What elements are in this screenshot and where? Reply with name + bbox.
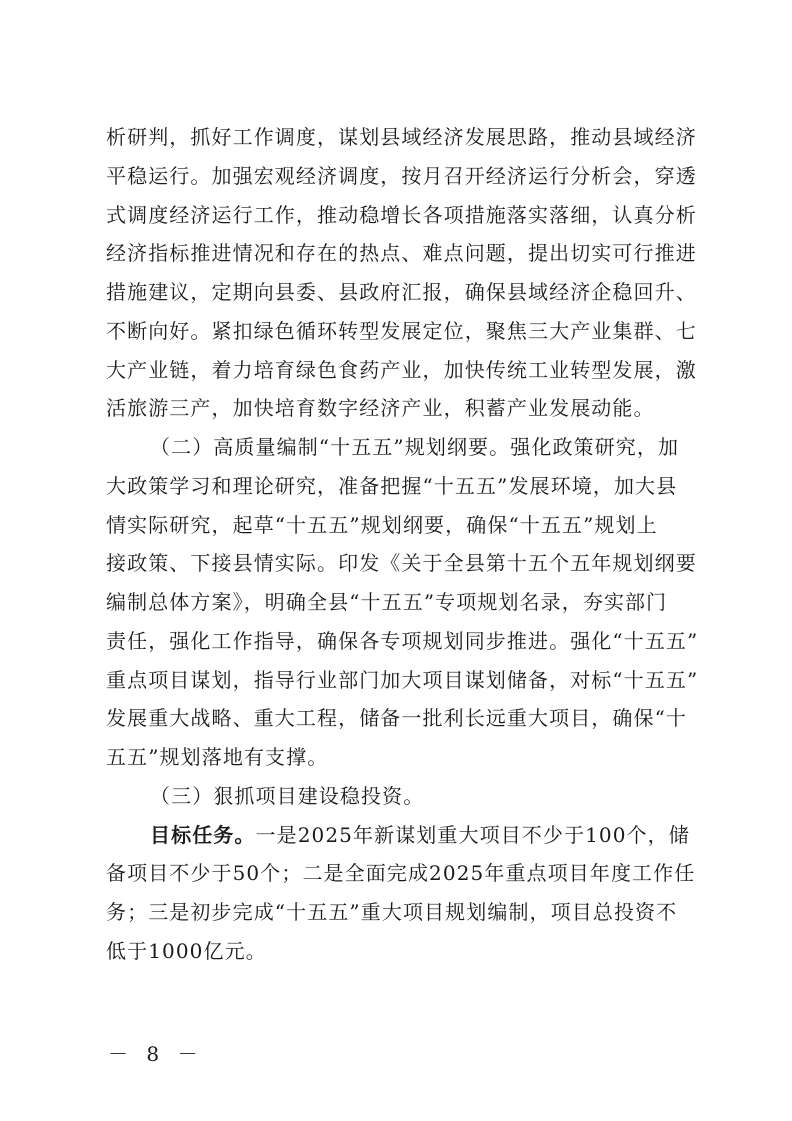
paragraph-2-line: （二）高质量编制“十五五”规划纲要。强化政策研究，加 bbox=[150, 435, 680, 459]
section-heading: （三）狠抓项目建设稳投资。 bbox=[150, 783, 425, 808]
paragraph-1-line: 析研判，抓好工作调度，谋划县域经济发展思路，推动县域经济 bbox=[106, 125, 697, 149]
paragraph-2-line: 编制总体方案》，明确全县“十五五”专项规划名录，夯实部门 bbox=[106, 590, 668, 614]
paragraph-2-line: 发展重大战略、重大工程，储备一批利长远重大项目，确保“十 bbox=[106, 706, 688, 731]
paragraph-2-line: 情实际研究，起草“十五五”规划纲要，确保“十五五”规划上 bbox=[106, 512, 658, 537]
paragraph-4-line: 备项目不少于50个；二是全面完成2025年重点项目年度工作任 bbox=[106, 861, 696, 886]
paragraph-1-line: 式调度经济运行工作，推动稳增长各项措施落实落细，认真分析 bbox=[106, 202, 697, 227]
paragraph-2-line: 重点项目谋划，指导行业部门加大项目谋划储备，对标“十五五” bbox=[106, 667, 699, 692]
paragraph-1-line: 经济指标推进情况和存在的热点、难点问题，提出切实可行推进 bbox=[106, 241, 697, 266]
target-tasks-label: 目标任务。 bbox=[150, 822, 256, 847]
paragraph-4-text: 一是2025年新谋划重大项目不少于100个，储 bbox=[255, 822, 690, 847]
paragraph-4-line: 低于1000亿元。 bbox=[106, 938, 267, 963]
paragraph-1-line: 不断向好。紧扣绿色循环转型发展定位，聚焦三大产业集群、七 bbox=[106, 318, 697, 343]
paragraph-2-line: 大政策学习和理论研究，准备把握“十五五”发展环境，加大县 bbox=[106, 473, 678, 498]
paragraph-1-line: 活旅游三产，加快培育数字经济产业，积蓄产业发展动能。 bbox=[106, 396, 655, 421]
paragraph-1-line: 平稳运行。加强宏观经济调度，按月召开经济运行分析会，穿透 bbox=[106, 163, 697, 188]
paragraph-4-first-line bbox=[106, 816, 706, 855]
page-number: － 8 － bbox=[108, 1042, 204, 1066]
paragraph-2-line: 五五”规划落地有支撑。 bbox=[106, 745, 329, 769]
document-body bbox=[106, 118, 706, 971]
paragraph-2-line: 责任，强化工作指导，确保各专项规划同步推进。强化“十五五” bbox=[106, 628, 699, 653]
paragraph-2-line: 接政策、下接县情实际。印发《关于全县第十五个五年规划纲要 bbox=[106, 551, 697, 576]
paragraph-1-line: 措施建议，定期向县委、县政府汇报，确保县域经济企稳回升、 bbox=[106, 280, 697, 304]
paragraph-1-line: 大产业链，着力培育绿色食药产业，加快传统工业转型发展，激 bbox=[106, 357, 697, 382]
paragraph-4-line: 务；三是初步完成“十五五”重大项目规划编制，项目总投资不 bbox=[106, 900, 678, 924]
